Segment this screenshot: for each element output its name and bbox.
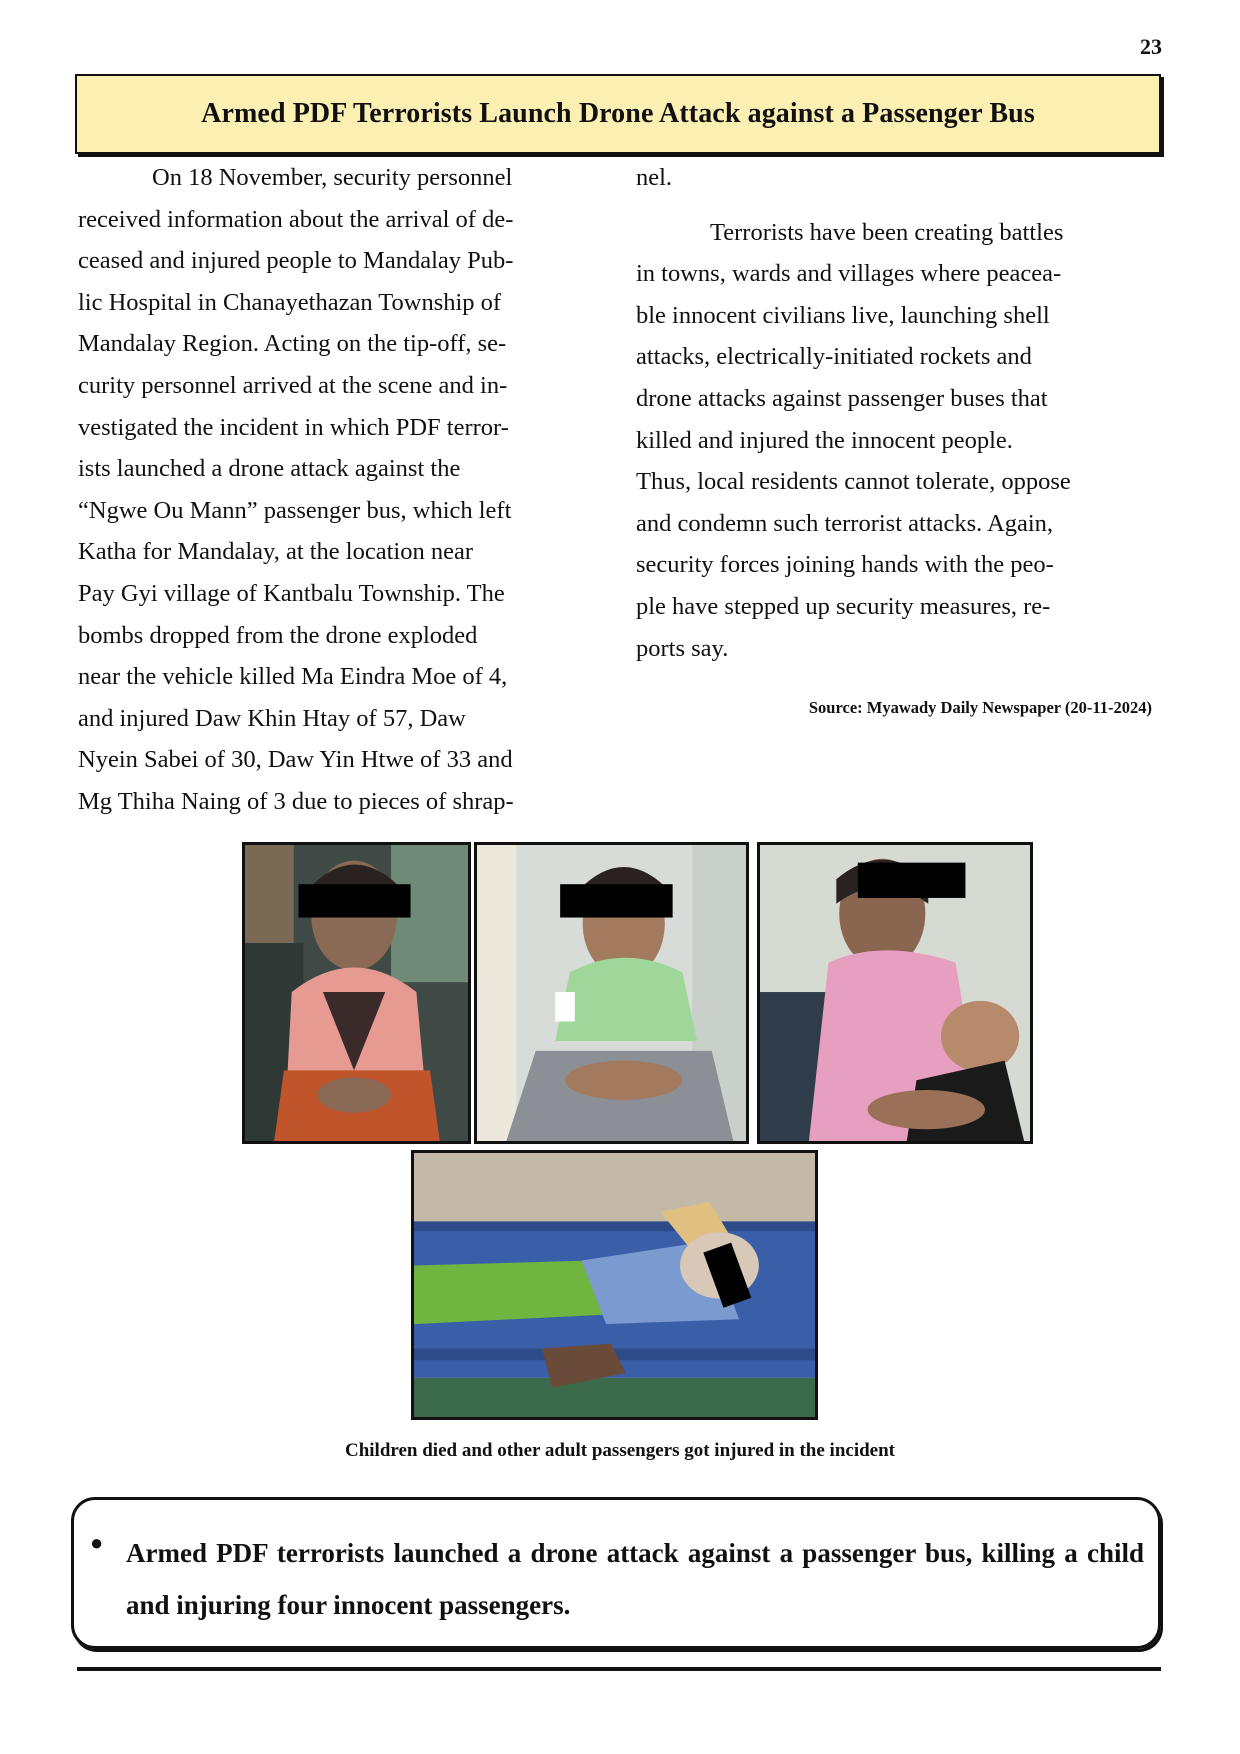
article-line: ists launched a drone attack against the — [78, 455, 461, 483]
article-line: received information about the arrival of de- — [78, 205, 514, 233]
article-line: nel. — [636, 164, 673, 191]
photo-caption: Children died and other adult passengers got injured in the incident — [344, 1440, 896, 1461]
article-line: lic Hospital in Chanayethazan Township of — [78, 288, 502, 316]
article-line: in towns, wards and villages where peacea- — [636, 260, 1062, 288]
photo-child-on-stretcher — [411, 1150, 818, 1420]
article-line: Mandalay Region. Acting on the tip-off, se- — [78, 330, 507, 358]
bottom-rule — [77, 1667, 1161, 1671]
page-number: 23 — [1140, 34, 1162, 59]
article-line: bombs dropped from the drone exploded — [78, 621, 478, 649]
article-line: and injured Daw Khin Htay of 57, Daw — [78, 704, 466, 732]
article-line: security forces joining hands with the peo- — [636, 551, 1054, 579]
article-line: Terrorists have been creating battles — [710, 218, 1064, 246]
article-line: ble innocent civilians live, launching shell — [636, 301, 1050, 329]
article-line: and condemn such terrorist attacks. Again, — [636, 509, 1054, 537]
article-line: Katha for Mandalay, at the location near — [78, 538, 474, 566]
article-line: On 18 November, security personnel — [152, 164, 513, 191]
article-line: killed and injured the innocent people. — [636, 426, 1013, 454]
bullet-icon: ● — [90, 1530, 104, 1555]
article-line: curity personnel arrived at the scene and in- — [78, 371, 508, 399]
photo-injured-woman-2 — [474, 842, 749, 1144]
article-line: vestigated the incident in which PDF terror- — [78, 413, 509, 441]
photo-injured-woman-1 — [242, 842, 471, 1144]
article-left-column — [78, 157, 600, 823]
article-line: near the vehicle killed Ma Eindra Moe of 4, — [78, 663, 508, 691]
article-line: Mg Thiha Naing of 3 due to pieces of shrap- — [78, 787, 514, 815]
title-box — [75, 74, 1161, 154]
article-line: Pay Gyi village of Kantbalu Township. The — [78, 579, 505, 607]
summary-box — [71, 1497, 1161, 1649]
photo-woman-with-child — [757, 842, 1033, 1144]
page-title: Armed PDF Terrorists Launch Drone Attack against a Passenger Bus — [201, 98, 1035, 129]
article-line: “Ngwe Ou Mann” passenger bus, which left — [78, 496, 512, 524]
article-line: Nyein Sabei of 30, Daw Yin Htwe of 33 and — [78, 746, 513, 774]
article-line: Thus, local residents cannot tolerate, oppose — [636, 468, 1071, 496]
article-line: ple have stepped up security measures, re- — [636, 592, 1051, 620]
article-line: attacks, electrically-initiated rockets and — [636, 343, 1032, 371]
article-line: ports say. — [636, 634, 729, 662]
article-right-column — [636, 157, 1160, 669]
source-credit: Source: Myawady Daily Newspaper (20-11-2024) — [808, 698, 1152, 717]
summary-text: Armed PDF terrorists launched a drone attack against a passenger bus, killing a child and injuring four innocent passengers. — [126, 1538, 1144, 1620]
article-line: drone attacks against passenger buses that — [636, 384, 1048, 412]
article-line: ceased and injured people to Mandalay Pub- — [78, 247, 514, 275]
